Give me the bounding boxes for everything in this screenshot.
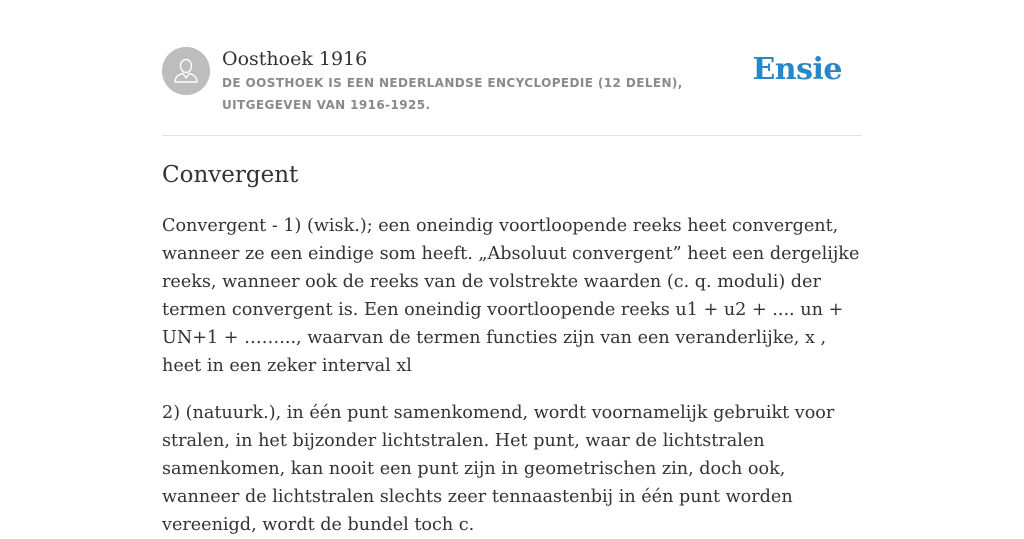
article-page	[162, 0, 862, 535]
article-paragraph-2: 2) (natuurk.), in één punt samenkomend, wordt voornamelijk gebruikt voor stralen, in het bijzonder lichtstralen. Het punt, waar de lichtstralen samenkomen, kan nooit een punt zijn in geometrischen zin, doch ook, wanneer de lichtstralen slechts zeer tennaastenbij in één punt worden vereenigd, wordt de bundel toch c.	[162, 403, 835, 535]
source-header	[162, 47, 862, 117]
source-description: DE OOSTHOEK IS EEN NEDERLANDSE ENCYCLOPEDIE (12 DELEN), UITGEGEVEN VAN 1916-1925.	[222, 76, 683, 112]
user-icon[interactable]	[162, 47, 210, 95]
article-paragraph-1: Convergent - 1) (wisk.); een oneindig voortloopende reeks heet convergent, wanneer ze een eindige som heeft. „Absoluut convergent” heet een dergelijke reeks, wanneer ook de reeks van de volstrekte waarden (c. q. moduli) der termen convergent is. Een oneindig voortloopende reeks u1 + u2 + .... un + UN+1 + ……..., waarvan de termen functies zijn van een veranderlijke, x , heet in een zeker interval xl	[162, 216, 860, 376]
source-name[interactable]: Oosthoek 1916	[222, 48, 368, 70]
article-title: Convergent	[162, 162, 299, 188]
ensie-logo-link[interactable]: Ensie	[752, 52, 842, 87]
header-divider	[162, 135, 862, 136]
